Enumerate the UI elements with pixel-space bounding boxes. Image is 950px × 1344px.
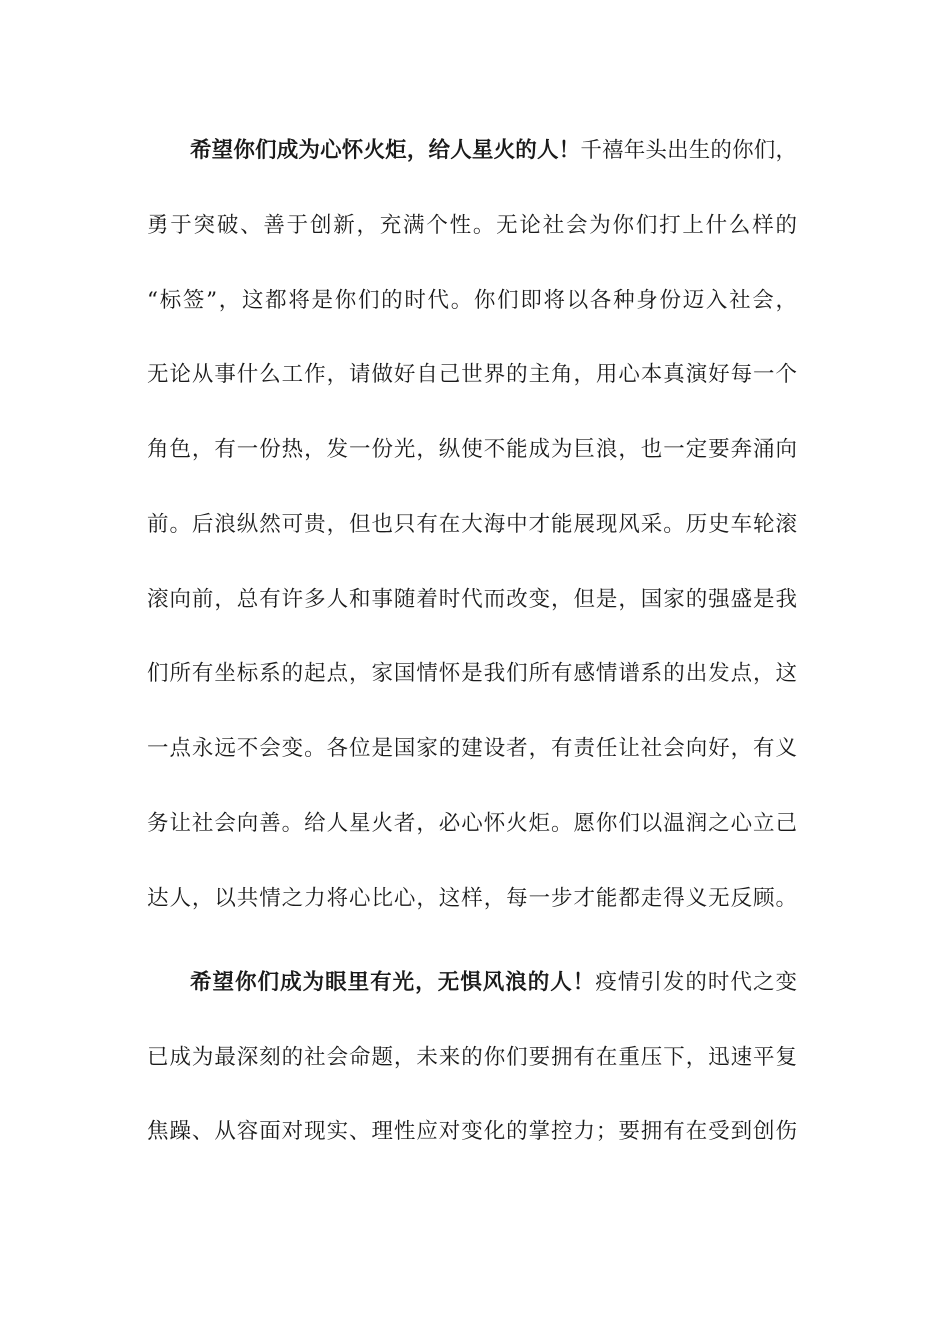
- paragraph-1-line-4: 无论从事什么工作，请做好自己世界的主角，用心本真演好每一个: [147, 362, 797, 387]
- paragraph-1-line-10: 务让社会向善。给人星火者，必心怀火炬。愿你们以温润之心立己: [147, 811, 797, 836]
- paragraph-1-line-6: 前。后浪纵然可贵，但也只有在大海中才能展现风采。历史车轮滚: [147, 512, 797, 537]
- paragraph-2-bold-lead: 希望你们成为眼里有光，无惧风浪的人！: [190, 970, 596, 995]
- paragraph-1-line-11: 达人，以共情之力将心比心，这样，每一步才能都走得义无反顾。: [147, 886, 797, 911]
- paragraph-1-line-8: 们所有坐标系的起点，家国情怀是我们所有感情谱系的出发点，这: [147, 661, 797, 686]
- paragraph-1-bold-lead: 希望你们成为心怀火炬，给人星火的人！: [190, 138, 581, 163]
- paragraph-2-line-1-text: 疫情引发的时代之变: [595, 970, 797, 995]
- paragraph-2-line-3: 焦躁、从容面对现实、理性应对变化的掌控力；要拥有在受到创伤: [147, 1119, 797, 1144]
- paragraph-1-line-1: [190, 131, 797, 171]
- paragraph-2-line-2: 已成为最深刻的社会命题，未来的你们要拥有在重压下，迅速平复: [147, 1045, 797, 1070]
- paragraph-2-line-1: [190, 963, 797, 1003]
- paragraph-1-line-1-text: 千禧年头出生的你们，: [580, 138, 797, 163]
- paragraph-1-line-9: 一点永远不会变。各位是国家的建设者，有责任让社会向好，有义: [147, 736, 797, 761]
- paragraph-1-line-2: 勇于突破、善于创新，充满个性。无论社会为你们打上什么样的: [147, 213, 797, 238]
- paragraph-1-line-7: 滚向前，总有许多人和事随着时代而改变，但是，国家的强盛是我: [147, 587, 797, 612]
- paragraph-1-line-5: 角色，有一份热，发一份光，纵使不能成为巨浪，也一定要奔涌向: [147, 437, 797, 462]
- paragraph-1-line-3: “标签”，这都将是你们的时代。你们即将以各种身份迈入社会，: [147, 288, 797, 313]
